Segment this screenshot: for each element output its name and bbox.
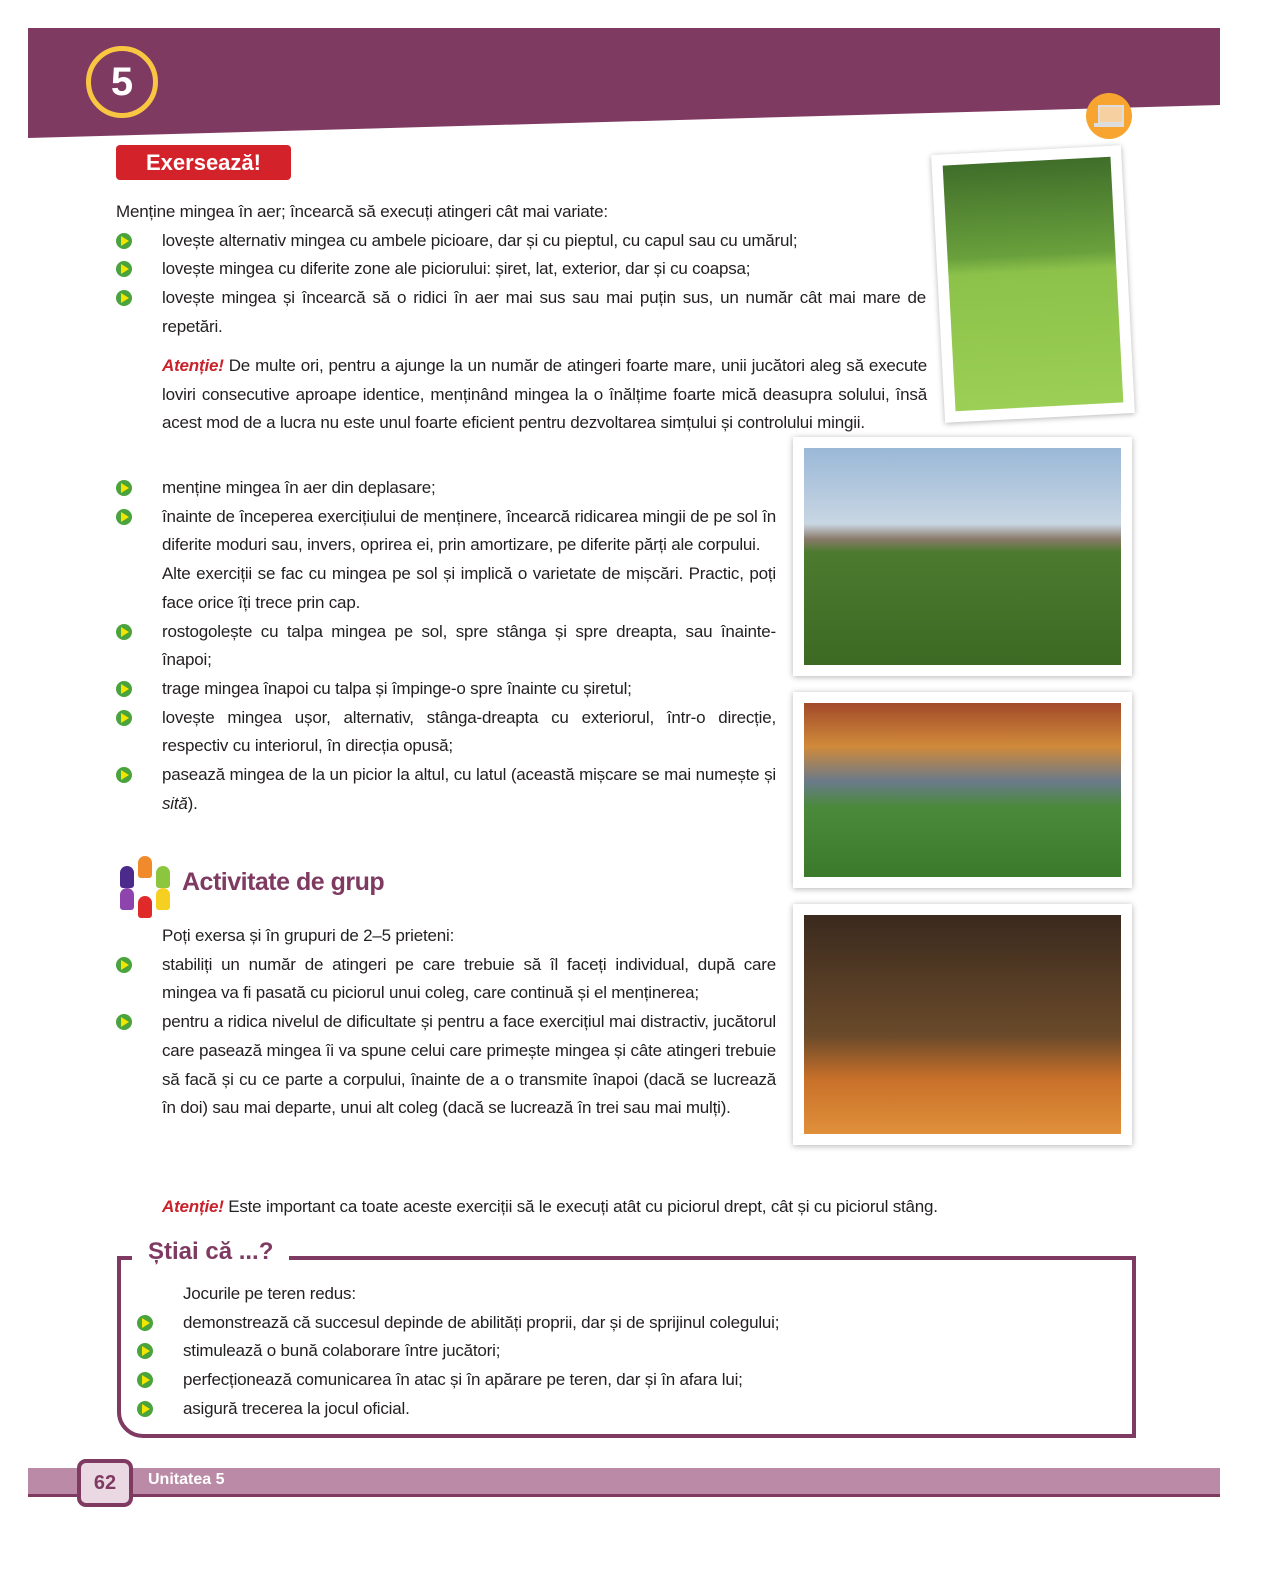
photo-boy-juggling-ball: [931, 145, 1135, 423]
list-item-text: menține mingea în aer din deplasare;: [162, 478, 436, 497]
attention-label: Atenție!: [162, 1197, 224, 1216]
list-item: [137, 1366, 1117, 1395]
bullet-icon: [116, 624, 132, 640]
list-item: [116, 675, 776, 704]
italic-term: sită: [162, 793, 188, 813]
list-item-text: trage mingea înapoi cu talpa și împinge-o spre înainte cu șiretul;: [162, 678, 632, 698]
bullet-icon: [137, 1401, 153, 1417]
unit-label: Unitatea 5: [148, 1471, 225, 1488]
list-item-text: lovește alternativ mingea cu ambele picioare, dar și cu pieptul, cu capul sau cu umărul;: [162, 230, 798, 250]
chapter-number-badge: 5: [86, 46, 158, 118]
list-item-text: ).: [187, 793, 198, 813]
did-you-know-list: [137, 1280, 1117, 1424]
list-item-text: lovește mingea și încearcă să o ridici în aer mai sus sau mai puțin sus, un număr cât mai mare de repetări.: [162, 288, 926, 336]
page-number: 62: [77, 1459, 133, 1507]
bullet-icon: [116, 233, 132, 249]
list-item-text: stabiliți un număr de atingeri pe care trebuie să îl faceți individual, după care mingea va fi pasată cu piciorul unui coleg, care continuă și el menținerea;: [162, 954, 776, 1003]
list-item-text: rostogolește cu talpa mingea pe sol, spre stânga și spre dreapta, sau înainte-înapoi;: [162, 621, 776, 670]
intro-text: Menține mingea în aer; încearcă să execuți atingeri cât mai variate:: [116, 202, 608, 221]
list-item-text: lovește mingea cu diferite zone ale piciorului: șiret, lat, exterior, dar și cu coapsa;: [162, 259, 751, 279]
attention-note-2: [162, 1193, 1142, 1222]
attention-text: Este important ca toate aceste exerciții să le execuți atât cu piciorul drept, cât și cu piciorul stâng.: [223, 1197, 938, 1216]
section-label: Exersează!: [116, 145, 291, 180]
bullet-icon: [116, 509, 132, 525]
bullet-icon: [137, 1343, 153, 1359]
group-activity-heading: Activitate de grup: [182, 868, 385, 896]
list-item-text: demonstrează că succesul depinde de abilități proprii, dar și de sprijinul colegului;: [183, 1312, 780, 1332]
group-activity-icon: [116, 856, 176, 918]
list-item: [116, 704, 776, 761]
list-item: [137, 1309, 1117, 1338]
list-item: [116, 1008, 776, 1123]
photo-indoor-juggling: [793, 904, 1132, 1145]
list-item-text: înainte de începerea exercițiului de menținere, încearcă ridicarea mingii de pe sol în diferite moduri sau, invers, oprirea ei, prin amortizare, pe diferite părți ale corpului.: [162, 506, 776, 555]
list-item-text: pentru a ridica nivelul de dificultate și pentru a face exercițiul mai distractiv, jucătorul care pasează mingea îi va spune celui care primește mingea și câte atingeri trebuie să facă și cu ce parte a corpului, înainte de a o transmite înapoi (dacă se lucrează în doi) sau mai departe, unui alt coleg (dacă se lucrează în trei sau mai mulți).: [162, 1012, 776, 1118]
photo-player-sequence: [793, 692, 1132, 888]
bullet-icon: [116, 1014, 132, 1030]
list-item: [116, 227, 926, 256]
bullet-icon: [116, 261, 132, 277]
list-item-text: perfecționează comunicarea în atac și în apărare pe teren, dar și în afara lui;: [183, 1370, 743, 1390]
exercise-list-2: [116, 474, 776, 818]
header-band: [28, 28, 1220, 138]
list-item-text: asigură trecerea la jocul oficial.: [183, 1398, 410, 1418]
paragraph: Alte exerciții se fac cu mingea pe sol și implică o varietate de mișcări. Practic, poți face orice îți trece prin cap.: [162, 564, 776, 612]
attention-text: De multe ori, pentru a ajunge la un număr de atingeri foarte mare, unii jucători aleg să execute loviri consecutive aproape identice, menținând mingea la o înălțime foarte mică deasupra solului, însă acest mod de a lucra nu este unul foarte eficient pentru dezvoltarea simțului și controlului mingii.: [162, 356, 927, 433]
bullet-icon: [116, 480, 132, 496]
list-item: [137, 1395, 1117, 1424]
list-item: [137, 1337, 1117, 1366]
list-item: [116, 503, 776, 560]
bullet-icon: [137, 1315, 153, 1331]
bullet-icon: [116, 957, 132, 973]
list-item-text: lovește mingea ușor, alternativ, stânga-dreapta cu exteriorul, într-o direcție, respectiv cu interiorul, în direcția opusă;: [162, 707, 776, 756]
photo-boys-football-field: [793, 437, 1132, 676]
laptop-icon[interactable]: [1086, 93, 1132, 139]
bullet-icon: [137, 1372, 153, 1388]
list-item: [116, 761, 776, 818]
list-item: [116, 618, 776, 675]
bullet-icon: [116, 767, 132, 783]
did-you-know-intro: Jocurile pe teren redus:: [183, 1284, 356, 1303]
attention-label: Atenție!: [162, 356, 224, 375]
group-activity-list: [116, 922, 776, 1123]
group-intro: Poți exersa și în grupuri de 2–5 prieteni:: [162, 926, 455, 945]
bullet-icon: [116, 290, 132, 306]
attention-note-1: [162, 352, 927, 438]
list-item: [116, 951, 776, 1008]
did-you-know-title: Știai că ...?: [132, 1238, 289, 1266]
list-item-text: stimulează o bună colaborare între jucători;: [183, 1341, 501, 1361]
list-item: [116, 284, 926, 341]
list-item: [116, 255, 926, 284]
list-item: [116, 474, 776, 503]
bullet-icon: [116, 710, 132, 726]
list-item-text: pasează mingea de la un picior la altul, cu latul (această mișcare se mai numește și: [162, 765, 776, 785]
bullet-icon: [116, 681, 132, 697]
intro-block: [116, 198, 926, 342]
